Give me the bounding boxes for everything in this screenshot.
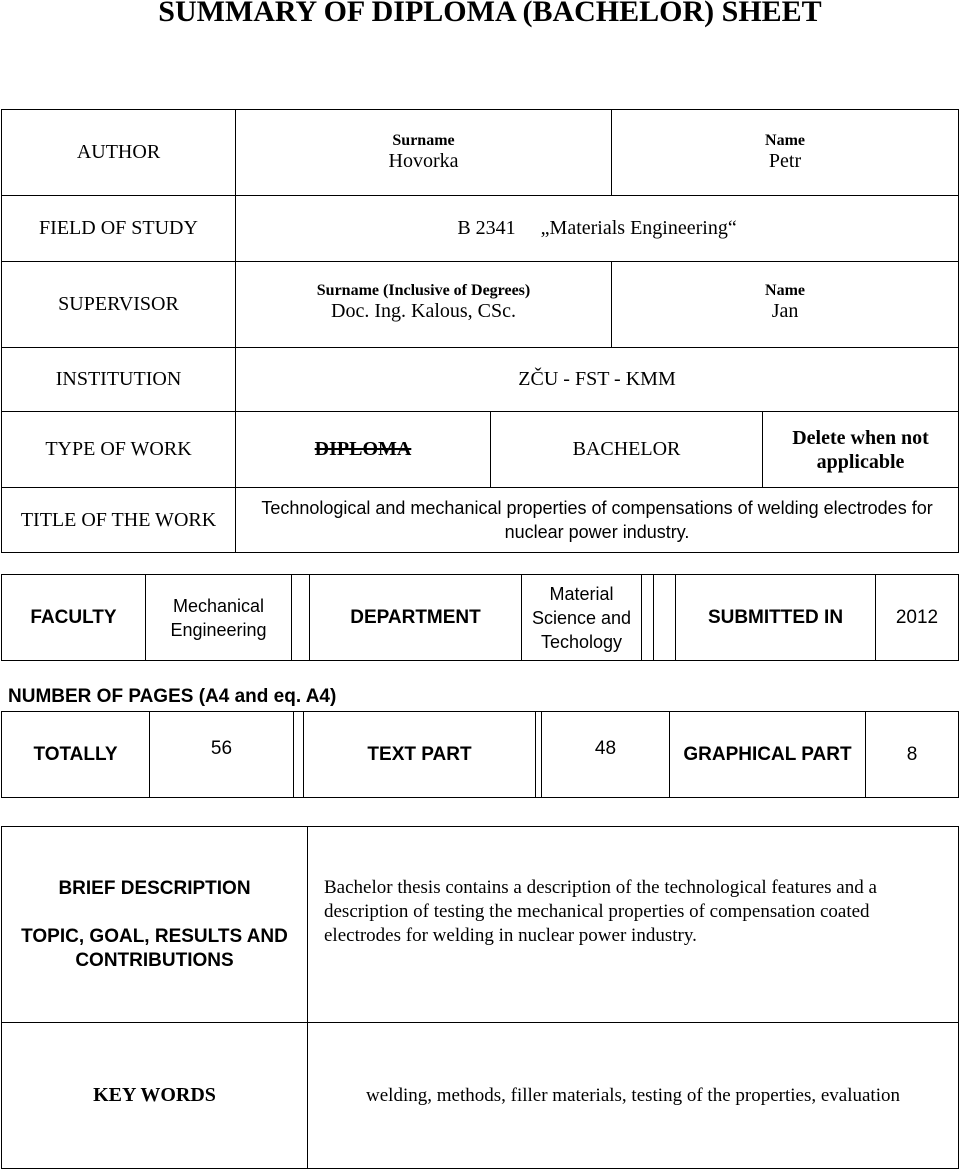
- totally-label: TOTALLY: [2, 712, 150, 798]
- field-of-study-row: [2, 196, 959, 262]
- description-table: [1, 826, 959, 1023]
- title-of-work-row: [2, 488, 959, 553]
- institution-row: [2, 348, 959, 412]
- description-value: Bachelor thesis contains a description of the technological features and a description of testing the mechanical properties of compensation coated electrodes for welding in nuclear power industry.: [308, 827, 959, 1023]
- supervisor-label: SUPERVISOR: [2, 262, 236, 348]
- title-of-work-label: TITLE OF THE WORK: [2, 488, 236, 553]
- supervisor-row: [2, 262, 959, 348]
- page-title: SUMMARY OF DIPLOMA (BACHELOR) SHEET: [158, 0, 822, 28]
- delete-note: Delete when not applicable: [763, 412, 959, 488]
- author-name: Petr: [768, 150, 802, 172]
- institution-value: ZČU - FST - KMM: [236, 348, 959, 412]
- pages-heading: NUMBER OF PAGES (A4 and eq. A4): [8, 686, 337, 707]
- pages-table: [1, 711, 959, 798]
- author-surname: Hovorka: [388, 150, 459, 172]
- text-part-value: 48: [542, 712, 670, 798]
- title-of-work-value: Technological and mechanical properties of compensations of welding electrodes for nuclear power industry.: [236, 488, 959, 553]
- department-spacer-cell-2: [654, 575, 676, 661]
- field-of-study-value: B 2341 „Materials Engineering“: [236, 196, 959, 262]
- brief-description-label: BRIEF DESCRIPTION: [58, 877, 251, 899]
- supervisor-name-cell: [612, 262, 959, 348]
- description-label-cell: [2, 827, 308, 1023]
- info-table: [1, 109, 959, 553]
- faculty-label: FACULTY: [2, 575, 146, 661]
- totally-value: 56: [150, 712, 294, 798]
- author-label: AUTHOR: [2, 110, 236, 196]
- author-name-label: Name: [765, 132, 806, 149]
- faculty-table: [1, 574, 959, 661]
- supervisor-surname-cell: [236, 262, 612, 348]
- field-of-study-label: FIELD OF STUDY: [2, 196, 236, 262]
- submitted-label: SUBMITTED IN: [676, 575, 876, 661]
- institution-label: INSTITUTION: [2, 348, 236, 412]
- department-value: Material Science and Techology: [522, 575, 642, 661]
- type-diploma-option[interactable]: DIPLOMA: [236, 412, 491, 488]
- type-of-work-label: TYPE OF WORK: [2, 412, 236, 488]
- author-surname-label: Surname: [392, 132, 455, 149]
- author-row: [2, 110, 959, 196]
- supervisor-surname-label: Surname (Inclusive of Degrees): [316, 282, 531, 299]
- supervisor-surname: Doc. Ing. Kalous, CSc.: [331, 300, 516, 322]
- pages-spacer-cell-1: [294, 712, 304, 798]
- author-name-cell: [612, 110, 959, 196]
- author-surname-cell: [236, 110, 612, 196]
- supervisor-name: Jan: [771, 300, 799, 322]
- topic-goal-label: TOPIC, GOAL, RESULTS AND CONTRIBUTIONS: [21, 925, 288, 971]
- type-of-work-row: [2, 412, 959, 488]
- key-words-value: welding, methods, filler materials, testing of the properties, evaluation: [308, 1023, 959, 1169]
- faculty-spacer-cell: [292, 575, 310, 661]
- supervisor-name-label: Name: [765, 282, 806, 299]
- type-bachelor-option[interactable]: BACHELOR: [491, 412, 763, 488]
- text-part-label: TEXT PART: [304, 712, 536, 798]
- department-spacer-cell-1: [642, 575, 654, 661]
- submitted-value: 2012: [876, 575, 959, 661]
- department-label: DEPARTMENT: [310, 575, 522, 661]
- keywords-table: [1, 1022, 959, 1169]
- graphical-part-value: 8: [866, 712, 959, 798]
- key-words-label: KEY WORDS: [2, 1023, 308, 1169]
- faculty-value: Mechanical Engineering: [146, 575, 292, 661]
- graphical-part-label: GRAPHICAL PART: [670, 712, 866, 798]
